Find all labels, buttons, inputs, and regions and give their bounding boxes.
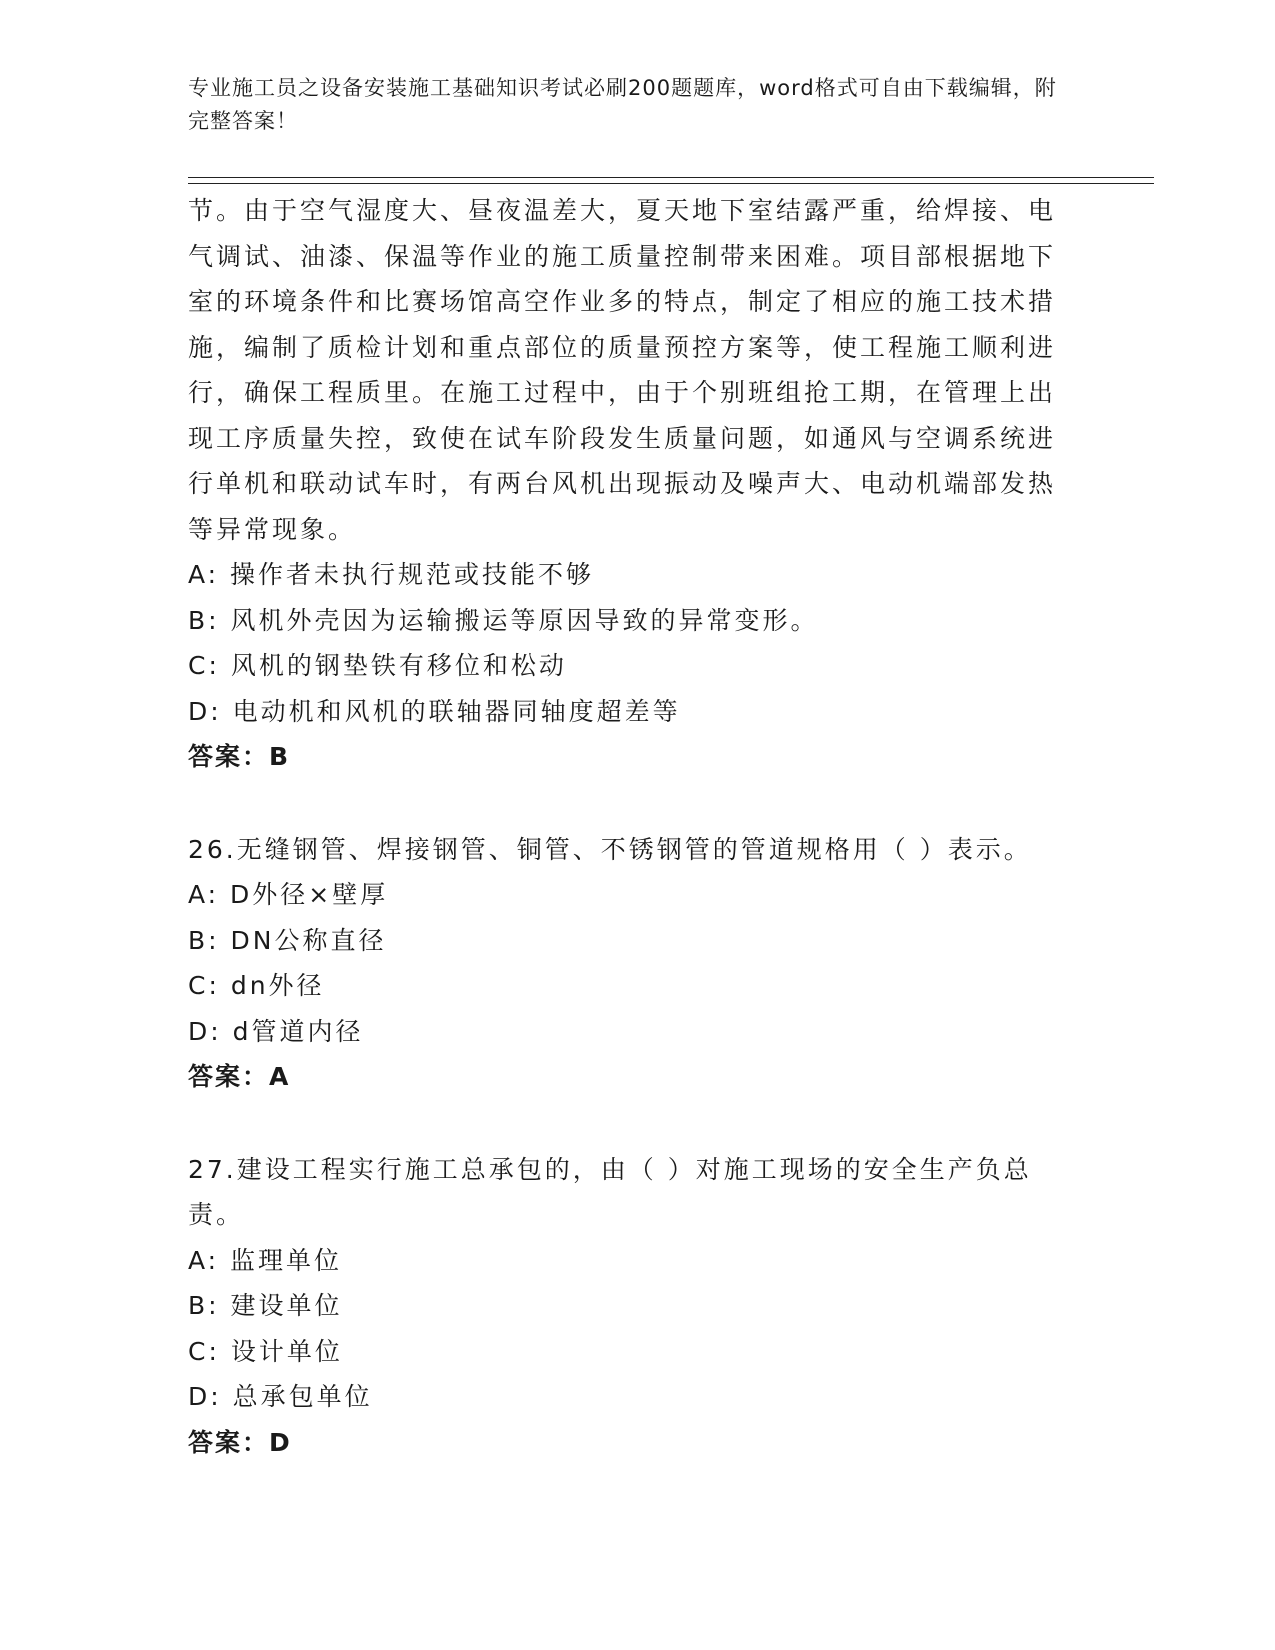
option-c: C: dn外径: [188, 971, 325, 1000]
question-stem-continued: 节。由于空气湿度大、昼夜温差大，夏天地下室结露严重，给焊接、电气调试、油漆、保温等作业的施工质量控制带来困难。项目部根据地下室的环境条件和比赛场馆高空作业多的特点，制定了相应的施工技术措施，编制了质检计划和重点部位的质量预控方案等，使工程施工顺利进行，确保工程质里。在施工过程中，由于个别班组抢工期，在管理上出现工序质量失控，致使在试车阶段发生质量问题，如通风与空调系统进行单机和联动试车时，有两台风机出现振动及噪声大、电动机端部发热等异常现象。: [188, 196, 1057, 544]
answer: 答案：D: [188, 1427, 292, 1457]
option-b: B: DN公称直径: [188, 925, 387, 955]
option-d: D: 电动机和风机的联轴器同轴度超差等: [188, 696, 681, 726]
option-d: D: 总承包单位: [188, 1382, 373, 1411]
header-rule-top: [188, 177, 1154, 178]
header-rule-bottom: [188, 183, 1154, 184]
question-27: [188, 1147, 1068, 1466]
answer: 答案：A: [188, 1062, 291, 1091]
document-header: [188, 72, 1068, 138]
option-b: B: 建设单位: [188, 1291, 343, 1320]
question-stem: 26.无缝钢管、焊接钢管、铜管、不锈钢管的管道规格用（ ）表示。: [188, 834, 1032, 864]
answer: 答案：B: [188, 742, 291, 771]
option-a: A: 监理单位: [188, 1245, 343, 1275]
option-c: C: 设计单位: [188, 1336, 343, 1366]
question-25: [188, 188, 1068, 780]
option-a: A: D外径×壁厚: [188, 880, 389, 909]
option-c: C: 风机的钢垫铁有移位和松动: [188, 651, 567, 680]
option-b: B: 风机外壳因为运输搬运等原因导致的异常变形。: [188, 605, 819, 635]
option-d: D: d管道内径: [188, 1016, 364, 1046]
header-title: 专业施工员之设备安装施工基础知识考试必刷200题题库，word格式可自由下载编辑，附完整答案！: [188, 76, 1057, 133]
option-a: A: 操作者未执行规范或技能不够: [188, 560, 595, 589]
document-body: [188, 188, 1068, 1465]
question-stem: 27.建设工程实行施工总承包的，由（ ）对施工现场的安全生产负总责。: [188, 1154, 1032, 1229]
question-26: [188, 827, 1068, 1100]
